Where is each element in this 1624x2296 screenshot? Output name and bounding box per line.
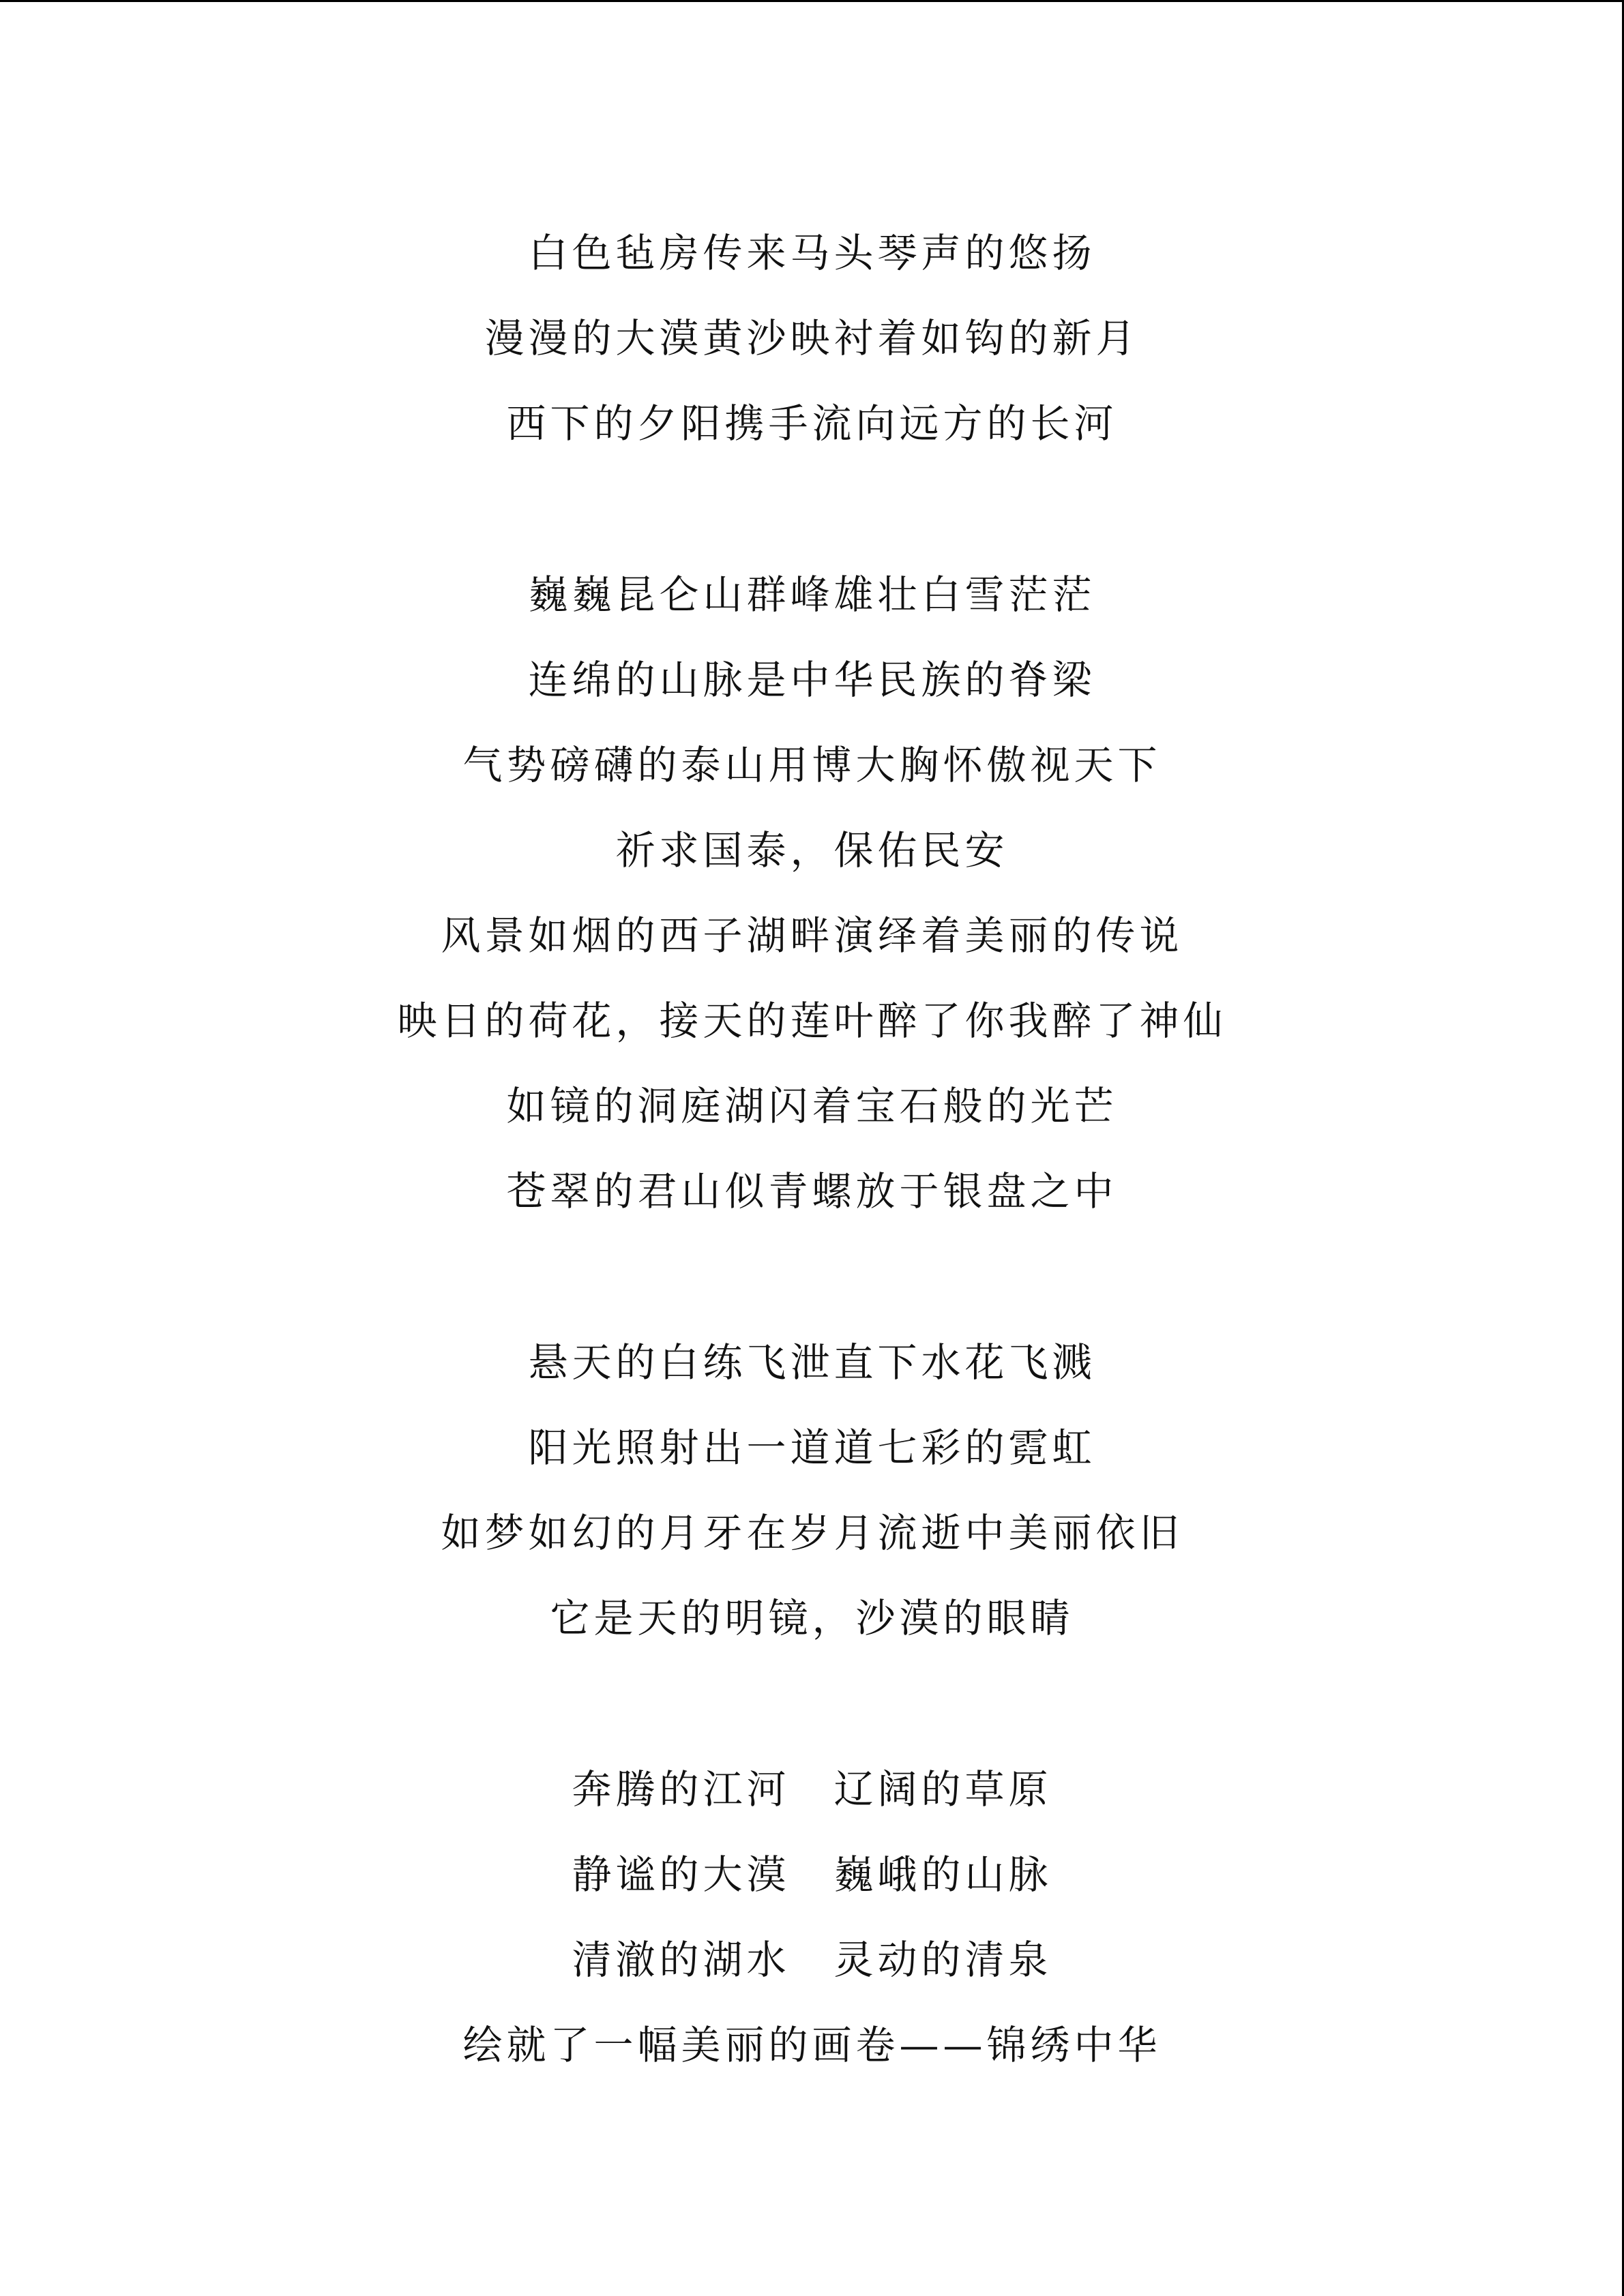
poem-line: 它是天的明镜，沙漠的眼睛 [550,1595,1074,1641]
poem-line: 漫漫的大漠黄沙映衬着如钩的新月 [484,315,1140,361]
poem-line: 如梦如幻的月牙在岁月流逝中美丽依旧 [441,1510,1183,1556]
stanza-1 [0,211,1624,466]
stanza-4 [0,1747,1624,2088]
poem [0,211,1624,2174]
stanza-2 [0,552,1624,1234]
poem-line: 悬天的白练飞泄直下水花飞溅 [528,1339,1096,1386]
poem-line: 气势磅礴的泰山用博大胸怀傲视天下 [462,742,1162,788]
poem-line: 绘就了一幅美丽的画卷——锦绣中华 [462,2022,1162,2068]
poem-line: 巍巍昆仑山群峰雄壮白雪茫茫 [528,571,1096,618]
poem-line: 阳光照射出一道道七彩的霓虹 [528,1425,1096,1471]
poem-line: 如镜的洞庭湖闪着宝石般的光芒 [506,1083,1118,1129]
poem-line: 静谧的大漠 巍峨的山脉 [572,1851,1052,1898]
stanza-3 [0,1320,1624,1661]
poem-line: 祈求国泰，保佑民安 [615,827,1009,874]
poem-line: 风景如烟的西子湖畔演绎着美丽的传说 [441,912,1183,959]
poem-line: 西下的夕阳携手流向远方的长河 [506,400,1118,447]
poem-line: 映日的荷花，接天的莲叶醉了你我醉了神仙 [397,998,1227,1044]
poem-line: 苍翠的君山似青螺放于银盘之中 [506,1168,1118,1214]
poem-line: 奔腾的江河 辽阔的草原 [572,1766,1052,1813]
poem-line: 清澈的湖水 灵动的清泉 [572,1937,1052,1983]
poem-line: 连绵的山脉是中华民族的脊梁 [528,657,1096,703]
poem-line: 白色毡房传来马头琴声的悠扬 [528,230,1096,276]
